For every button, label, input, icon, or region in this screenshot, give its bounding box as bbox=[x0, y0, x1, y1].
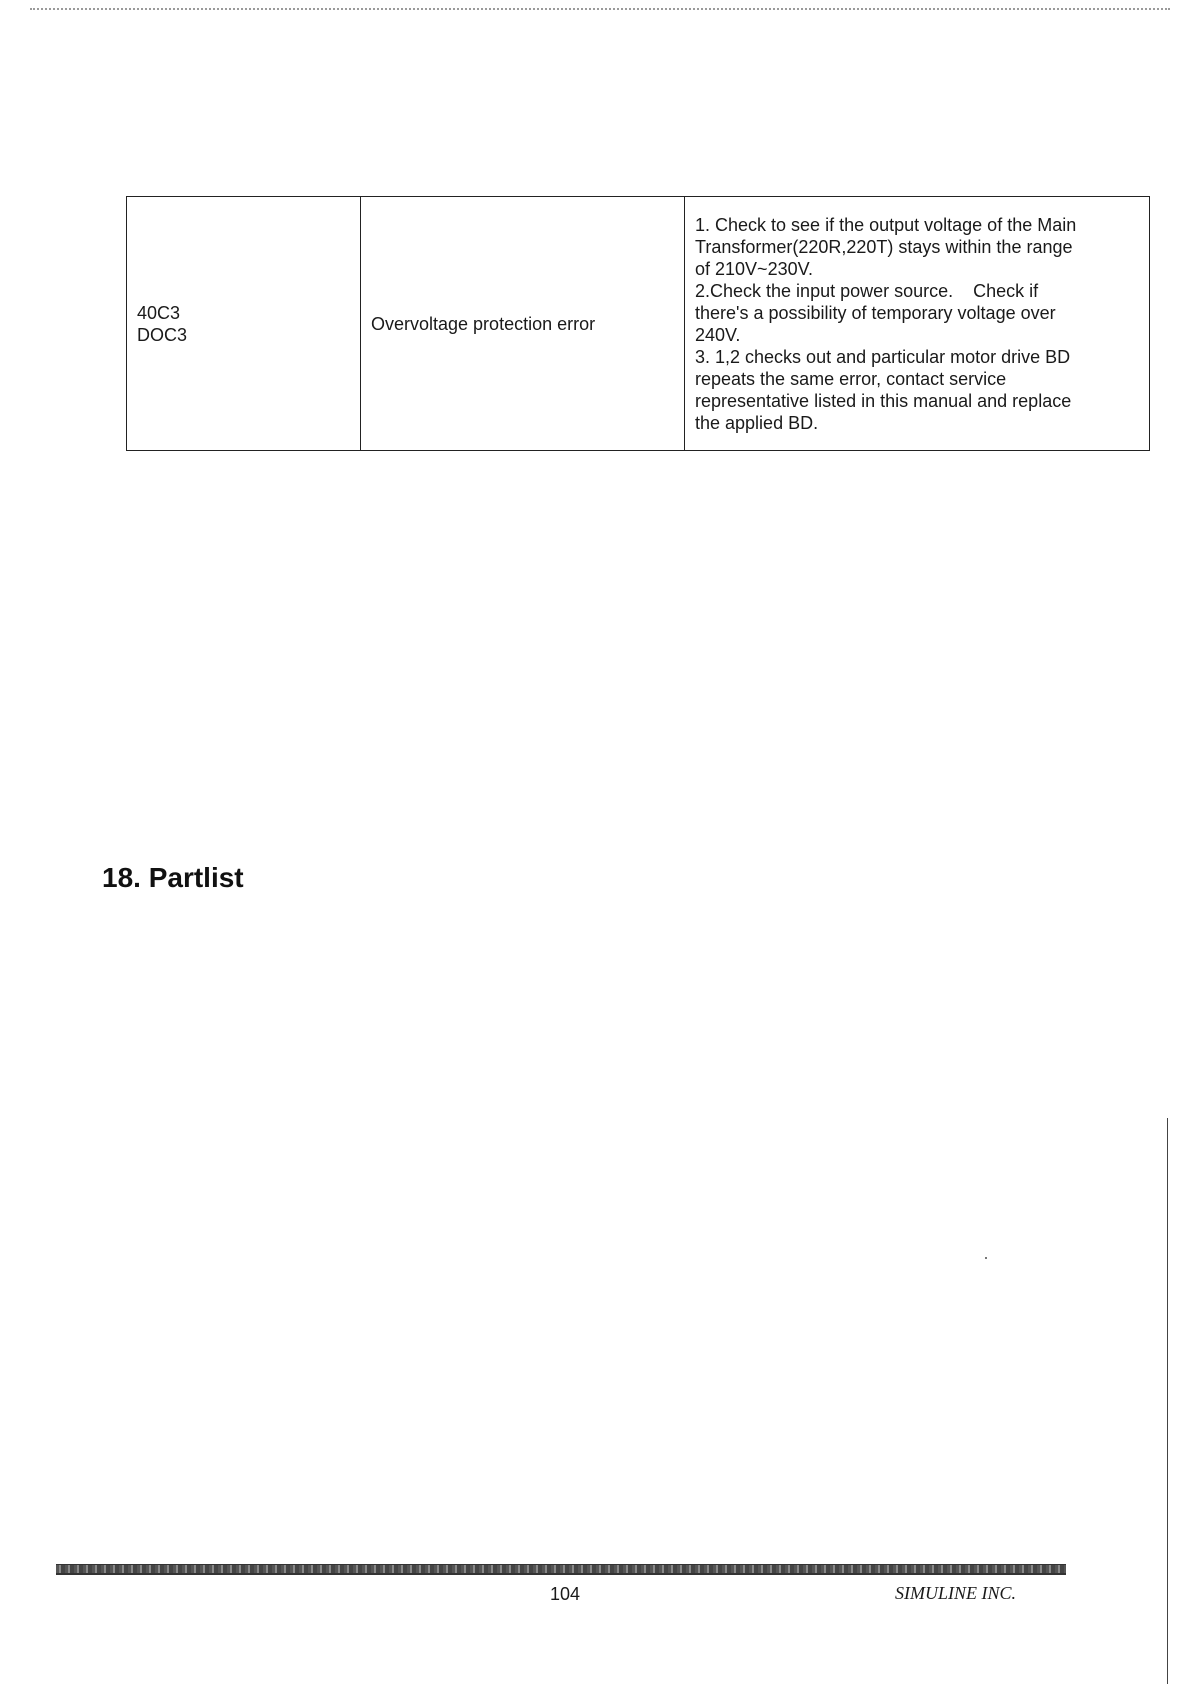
action-line: of 210V~230V. bbox=[695, 258, 813, 279]
scan-artifact-top-line bbox=[30, 8, 1170, 10]
scan-speck bbox=[985, 1257, 987, 1259]
error-name-cell bbox=[361, 197, 685, 451]
table-row bbox=[127, 197, 1150, 451]
action-cell bbox=[685, 197, 1150, 451]
error-name: Overvoltage protection error bbox=[371, 313, 596, 334]
company-name: SIMULINE INC. bbox=[895, 1583, 1016, 1603]
action-line: 2.Check the input power source. Check if bbox=[695, 280, 1039, 301]
error-code: 40C3 bbox=[137, 302, 181, 323]
error-code-table bbox=[126, 196, 1150, 451]
scan-artifact-edge-line bbox=[1167, 1118, 1168, 1684]
footer-rule bbox=[56, 1564, 1066, 1575]
page-number: 104 bbox=[550, 1584, 581, 1604]
action-line: representative listed in this manual and replace bbox=[695, 390, 1072, 411]
action-line: 240V. bbox=[695, 324, 741, 345]
error-code: DOC3 bbox=[137, 324, 188, 345]
error-code-cell bbox=[127, 197, 361, 451]
action-line: Transformer(220R,220T) stays within the range bbox=[695, 236, 1073, 257]
action-line: 3. 1,2 checks out and particular motor drive BD bbox=[695, 346, 1071, 367]
action-line: the applied BD. bbox=[695, 412, 819, 433]
action-line: 1. Check to see if the output voltage of the Main bbox=[695, 214, 1077, 235]
action-line: there's a possibility of temporary voltage over bbox=[695, 302, 1056, 323]
section-heading: 18. Partlist bbox=[102, 862, 244, 893]
action-line: repeats the same error, contact service bbox=[695, 368, 1007, 389]
